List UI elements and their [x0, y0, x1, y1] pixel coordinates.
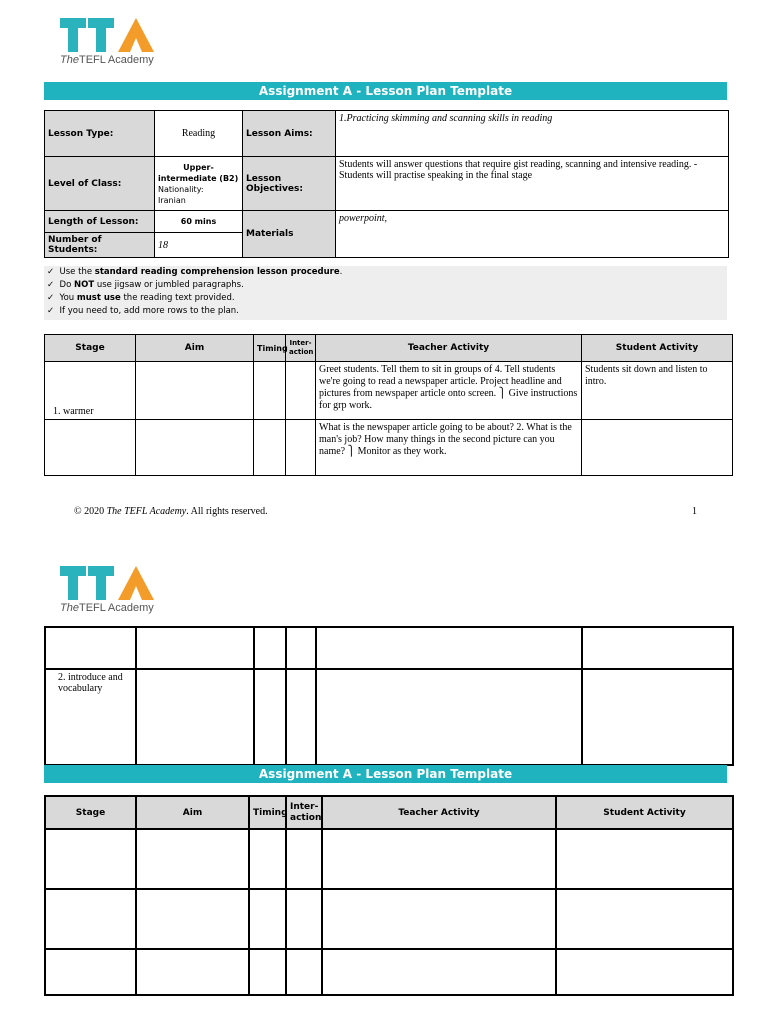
header-student-activity: Student Activity: [582, 335, 733, 362]
teacher-activity-cell: [322, 889, 556, 949]
student-activity-cell: [556, 949, 733, 995]
objectives-value: Students will answer questions that require gist reading, scanning and intensive reading. - Students will practise speaking in the final stage: [336, 157, 729, 211]
timing-cell: [254, 362, 286, 420]
objectives-label: Lesson Objectives:: [243, 157, 336, 211]
timing-cell: [254, 669, 286, 765]
header-timing: Timing: [254, 335, 286, 362]
aim-cell: [136, 889, 249, 949]
table-row: [45, 420, 733, 476]
rule-item: ✓ Use the standard reading comprehension lesson procedure.: [47, 267, 343, 277]
student-activity-cell: [582, 669, 733, 765]
length-value: 60 mins: [155, 211, 243, 233]
stage-cell: 1. warmer: [45, 362, 136, 420]
aim-cell: [136, 627, 254, 669]
student-activity-cell: [582, 627, 733, 669]
lesson-plan-table-1: [44, 334, 733, 476]
header-timing: Timing: [249, 796, 286, 829]
header-stage: Stage: [45, 796, 136, 829]
table-row: [45, 949, 733, 995]
materials-label: Materials: [243, 211, 336, 258]
interaction-cell: [286, 627, 316, 669]
interaction-cell: [286, 949, 322, 995]
lesson-plan-table-continued: [44, 626, 734, 766]
interaction-cell: [286, 889, 322, 949]
table-row: [45, 362, 733, 420]
length-label: Length of Lesson:: [45, 211, 155, 233]
lesson-type-label: Lesson Type:: [45, 111, 155, 157]
stage-cell: [45, 949, 136, 995]
teacher-activity-cell: [316, 669, 582, 765]
aim-cell: [136, 949, 249, 995]
teacher-activity-cell: [322, 949, 556, 995]
table-row: [45, 669, 733, 765]
students-label: Number of Students:: [45, 233, 155, 258]
banner-title: Assignment A - Lesson Plan Template: [44, 765, 727, 783]
interaction-cell: [286, 362, 316, 420]
stage-cell: [45, 829, 136, 889]
rule-item: ✓ If you need to, add more rows to the plan.: [47, 306, 239, 316]
header-stage: Stage: [45, 335, 136, 362]
stage-cell: [45, 420, 136, 476]
timing-cell: [249, 829, 286, 889]
aim-cell: [136, 829, 249, 889]
instructions-box: [44, 266, 727, 320]
page-number: 1: [692, 506, 697, 517]
banner-title: Assignment A - Lesson Plan Template: [44, 82, 727, 100]
header-teacher-activity: Teacher Activity: [316, 335, 582, 362]
footer-copyright: © 2020 The TEFL Academy. All rights reserved.: [74, 506, 268, 517]
timing-cell: [249, 889, 286, 949]
tta-logo: TheTEFL Academy: [60, 562, 165, 626]
interaction-cell: [286, 829, 322, 889]
teacher-activity-cell: What is the newspaper article going to be about? 2. What is the man's job? How many things in the second picture can you name? ⎫ Monitor as they work.: [316, 420, 582, 476]
table-row: [45, 627, 733, 669]
level-label: Level of Class:: [45, 157, 155, 211]
lesson-info-table: [44, 110, 729, 258]
table-row: [45, 889, 733, 949]
student-activity-cell: [556, 829, 733, 889]
students-value: 18: [155, 233, 243, 258]
level-value: Upper- intermediate (B2) Nationality: Iranian: [155, 157, 243, 211]
rule-item: ✓ You must use the reading text provided.: [47, 293, 235, 303]
interaction-cell: [286, 669, 316, 765]
timing-cell: [249, 949, 286, 995]
tta-logo: TheTEFL Academy: [60, 14, 165, 78]
stage-cell: [45, 889, 136, 949]
header-aim: Aim: [136, 796, 249, 829]
teacher-activity-cell: Greet students. Tell them to sit in groups of 4. Tell students we're going to read a newspaper article. Project headline and pictures from newspaper article onto screen. ⎫ Give instructions for grp work.: [316, 362, 582, 420]
aim-cell: [136, 362, 254, 420]
materials-value: powerpoint,: [336, 211, 729, 258]
lesson-aims-value: 1.Practicing skimming and scanning skills in reading: [336, 111, 729, 157]
lesson-plan-table-2: [44, 795, 734, 996]
table-row: [45, 829, 733, 889]
timing-cell: [254, 627, 286, 669]
header-teacher-activity: Teacher Activity: [322, 796, 556, 829]
lesson-type-value: Reading: [155, 111, 243, 157]
timing-cell: [254, 420, 286, 476]
header-interaction: Inter-action: [286, 335, 316, 362]
rule-item: ✓ Do NOT use jigsaw or jumbled paragraphs.: [47, 280, 244, 290]
aim-cell: [136, 420, 254, 476]
interaction-cell: [286, 420, 316, 476]
student-activity-cell: [556, 889, 733, 949]
header-aim: Aim: [136, 335, 254, 362]
teacher-activity-cell: [322, 829, 556, 889]
student-activity-cell: [582, 420, 733, 476]
header-student-activity: Student Activity: [556, 796, 733, 829]
header-interaction: Inter-action: [286, 796, 322, 829]
stage-cell: [45, 627, 136, 669]
aim-cell: [136, 669, 254, 765]
lesson-aims-label: Lesson Aims:: [243, 111, 336, 157]
student-activity-cell: Students sit down and listen to intro.: [582, 362, 733, 420]
teacher-activity-cell: [316, 627, 582, 669]
stage-cell: 2. introduce and vocabulary: [45, 669, 136, 765]
